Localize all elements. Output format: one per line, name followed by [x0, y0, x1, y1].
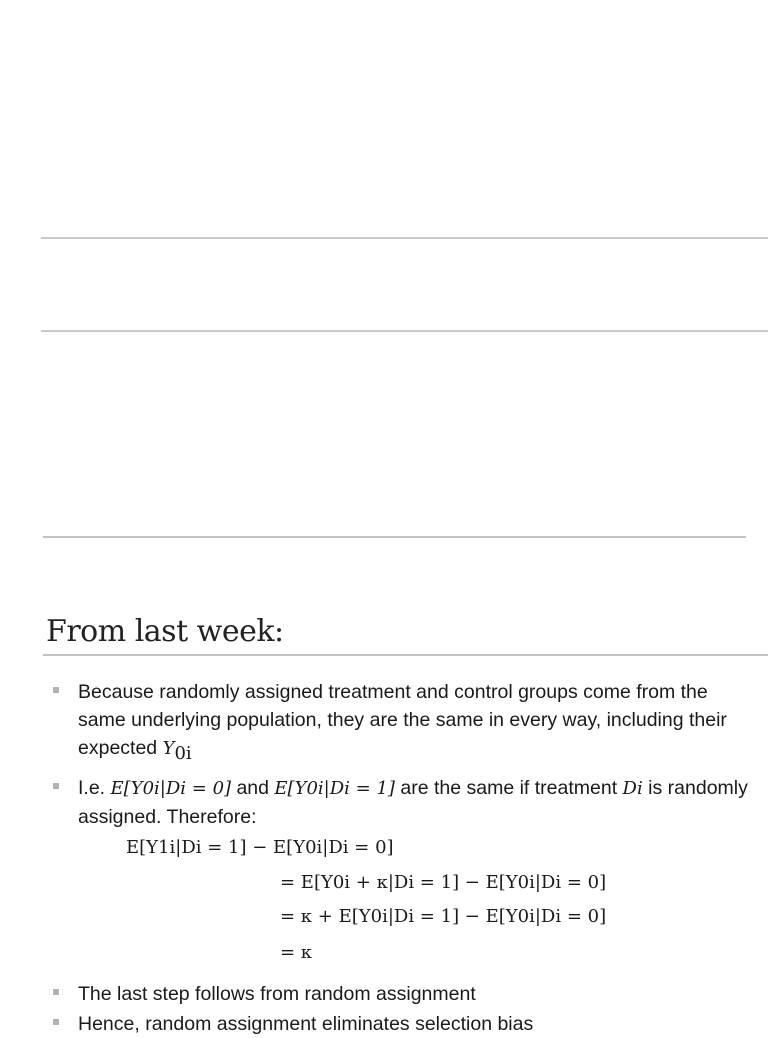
math-expression: E[Y0i|Di = 0]: [110, 778, 232, 799]
bullet-text: The last step follows from random assignment: [78, 983, 476, 1005]
math-expression: E[Y0i|Di = 1]: [274, 778, 395, 799]
bullet-square-icon: [53, 989, 59, 995]
math-expression: Di: [622, 778, 643, 799]
divider-line: [41, 330, 768, 332]
bullet-text-part: and: [231, 777, 275, 799]
bullet-text: Hence, random assignment eliminates selection bias: [78, 1013, 534, 1035]
math-subscript: 0i: [174, 742, 192, 764]
bullet-square-icon: [53, 783, 59, 789]
bullet-text-part: I.e.: [78, 777, 111, 799]
equation-line: = κ: [280, 942, 313, 963]
title-underline: [43, 654, 768, 656]
bullet-square-icon: [53, 1019, 59, 1025]
math-symbol: Y: [162, 738, 175, 759]
equation-line: = κ + E[Y0i|Di = 1] − E[Y0i|Di = 0]: [280, 906, 607, 927]
bullet-text: [78, 678, 750, 768]
equation-line: E[Y1i|Di = 1] − E[Y0i|Di = 0]: [126, 837, 394, 858]
bullet-text-part: Because randomly assigned treatment and control groups come from the same underlying population, they are the same in every way, including their expected: [78, 681, 727, 759]
bullet-text: [78, 774, 750, 831]
divider-line: [43, 536, 746, 538]
bullet-text-part: is randomly assigned. Therefore:: [78, 777, 748, 828]
divider-line: [41, 237, 768, 239]
equation-line: = E[Y0i + κ|Di = 1] − E[Y0i|Di = 0]: [280, 872, 607, 893]
bullet-text-part: are the same if treatment: [394, 777, 623, 799]
slide-title: From last week:: [46, 614, 284, 649]
bullet-square-icon: [53, 687, 59, 693]
